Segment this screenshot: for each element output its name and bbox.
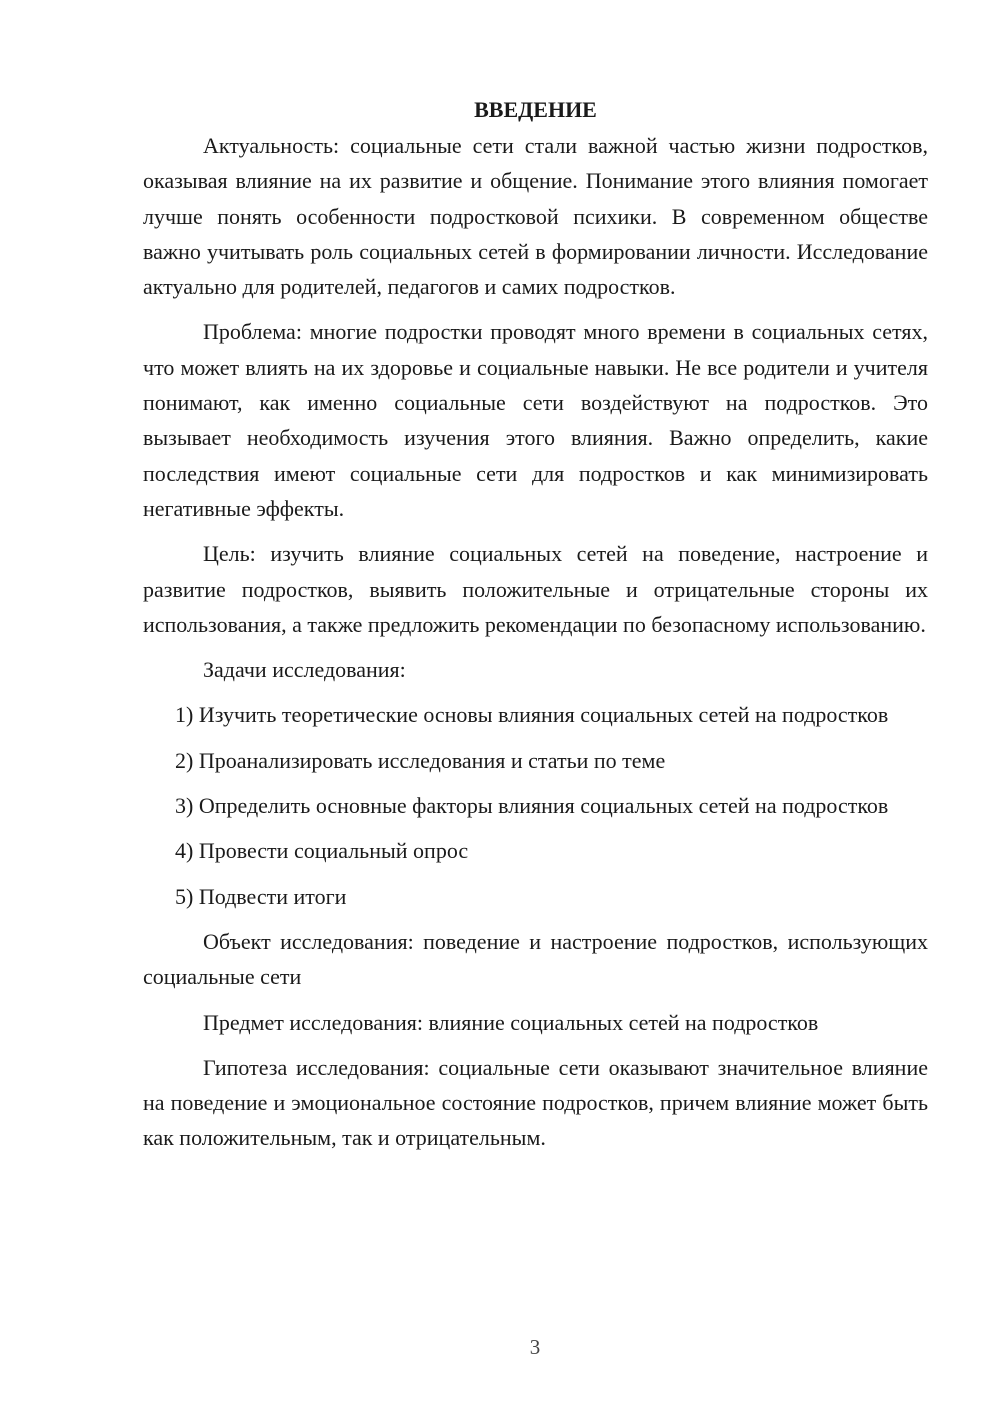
- goal-paragraph: Цель: изучить влияние социальных сетей на поведение, настроение и развитие подростков, выявить положительные и отрицательные стороны их использования, а также предложить рекомендации по безопасному использованию.: [143, 541, 928, 637]
- page-content: [143, 92, 928, 1166]
- tasks-heading: Задачи исследования:: [203, 657, 406, 683]
- subject-paragraph: Предмет исследования: влияние социальных сетей на подростков: [203, 1009, 819, 1035]
- task-item-5: 5) Подвести итоги: [175, 883, 347, 909]
- problem-paragraph: Проблема: многие подростки проводят много времени в социальных сетях, что может влиять на их здоровье и социальные навыки. Не все родители и учителя понимают, как именно социальные сети воздействуют на подростков. Это вызывает необходимость изучения этого влияния. Важно определить, какие последствия имеют социальные сети для подростков и как минимизировать негативные эффекты.: [143, 319, 928, 521]
- task-item-3: 3) Определить основные факторы влияния социальных сетей на подростков: [175, 793, 889, 819]
- object-paragraph: Объект исследования: поведение и настроение подростков, использующих социальные сети: [143, 928, 928, 990]
- page-number: 3: [529, 1335, 541, 1359]
- task-item-4: 4) Провести социальный опрос: [175, 838, 469, 864]
- section-title: ВВЕДЕНИЕ: [474, 97, 597, 122]
- task-item-2: 2) Проанализировать исследования и статьи по теме: [175, 747, 666, 773]
- task-item-1: 1) Изучить теоретические основы влияния социальных сетей на подростков: [175, 702, 889, 728]
- relevance-paragraph: Актуальность: социальные сети стали важной частью жизни подростков, оказывая влияние на их развитие и общение. Понимание этого влияния помогает лучше понять особенности подростковой психики. В современном обществе важно учитывать роль социальных сетей в формировании личности. Исследование актуально для родителей, педагогов и самих подростков.: [143, 133, 928, 300]
- hypothesis-paragraph: Гипотеза исследования: социальные сети оказывают значительное влияние на поведение и эмоциональное состояние подростков, причем влияние может быть как положительным, так и отрицательным.: [143, 1054, 928, 1151]
